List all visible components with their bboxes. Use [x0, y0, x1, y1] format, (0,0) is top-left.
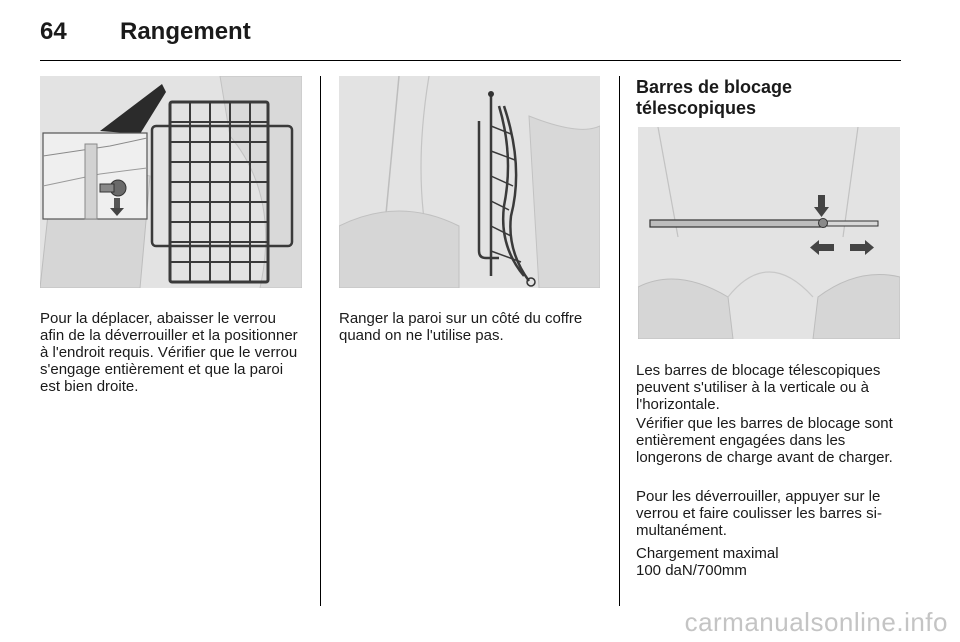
max-load-value: 100 daN/700mm [636, 562, 747, 579]
max-load-label: Chargement maximal [636, 545, 779, 562]
column-divider-left [320, 76, 321, 606]
column2-paragraph: Ranger la paroi sur un côté du coffre quand on ne l'utilise pas. [339, 310, 583, 344]
column3-paragraph-1: Les barres de blocage télescopiques peuvent s'utiliser à la verticale ou à l'horizontale. [636, 362, 881, 413]
column3-paragraph-2: Vérifier que les barres de blocage sont entièrement engagées dans les longerons de charge avant de charger. [636, 415, 893, 466]
section-heading: Barres de blocage télescopiques [636, 77, 793, 118]
column3-paragraph-3: Pour les déverrouiller, appuyer sur le verrou et faire coulisser les barres simultanément. [636, 488, 882, 539]
figure-net-stored-side [339, 76, 600, 288]
page-number: 64 [40, 18, 67, 45]
footer-watermark: carmanualsonline.info [684, 607, 948, 637]
column-divider-right [619, 76, 620, 606]
column1-paragraph: Pour la déplacer, abaisser le verrou afin de la déverrouiller et la positionner à l'endroit requis. Vérifier que le verrou s'engage entièrement et que la paroi est bien droite. [40, 310, 298, 395]
header-rule [40, 60, 901, 61]
page-title: Rangement [120, 18, 251, 45]
figure-telescopic-bar [638, 127, 900, 339]
figure-cargo-net-latch [40, 76, 302, 288]
